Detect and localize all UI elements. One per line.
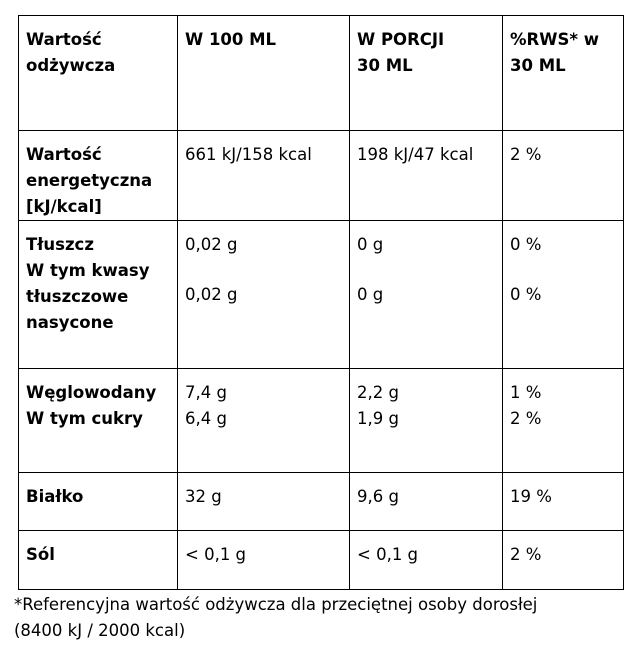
row-label-line: Sól: [26, 545, 55, 564]
row-label-line: nasycone: [26, 313, 114, 332]
cell-value: 6,4 g: [185, 409, 227, 428]
header-per-portion-line: W PORCJI: [357, 30, 445, 49]
cell-value: < 0,1 g: [185, 545, 247, 564]
spacer: [510, 258, 617, 282]
row-label-line: W tym kwasy: [26, 261, 150, 280]
fat-rws: [503, 221, 624, 369]
header-nutrient: [19, 16, 178, 131]
carbs-rws: [503, 369, 624, 473]
row-label-fat: [19, 221, 178, 369]
cell-value: 7,4 g: [185, 383, 227, 402]
header-per-portion-line: 30 ML: [357, 56, 413, 75]
row-label-salt: [19, 531, 178, 590]
footnote: [14, 592, 634, 644]
row-label-line: W tym cukry: [26, 409, 143, 428]
cell-value: 19 %: [510, 487, 552, 506]
table-row-salt: [19, 531, 624, 590]
cell-value: 198 kJ/47 kcal: [357, 145, 474, 164]
row-label-line: Węglowodany: [26, 383, 157, 402]
cell-value: 2 %: [510, 145, 542, 164]
carbs-per-portion: [350, 369, 503, 473]
cell-value: 9,6 g: [357, 487, 399, 506]
header-nutrient-line: Wartość: [26, 30, 102, 49]
cell-value: 0,02 g: [185, 285, 238, 304]
header-rws-line: %RWS* w: [510, 30, 599, 49]
header-rws-line: 30 ML: [510, 56, 566, 75]
header-per-portion: [350, 16, 503, 131]
protein-per-portion: [350, 473, 503, 531]
spacer: [185, 258, 343, 282]
protein-rws: [503, 473, 624, 531]
cell-value: 0,02 g: [185, 235, 238, 254]
cell-value: 661 kJ/158 kcal: [185, 145, 312, 164]
header-row: [19, 16, 624, 131]
row-label-line: [kJ/kcal]: [26, 197, 102, 216]
cell-value: 0 g: [357, 235, 384, 254]
table-row-energy: [19, 131, 624, 221]
cell-value: < 0,1 g: [357, 545, 419, 564]
table-row-fat: [19, 221, 624, 369]
row-label-energy: [19, 131, 178, 221]
fat-per-100ml: [178, 221, 350, 369]
row-label-carbohydrates: [19, 369, 178, 473]
fat-per-portion: [350, 221, 503, 369]
cell-value: 0 %: [510, 235, 542, 254]
header-rws: [503, 16, 624, 131]
footnote-line: (8400 kJ / 2000 kcal): [14, 621, 186, 640]
row-label-protein: [19, 473, 178, 531]
table-row-carbohydrates: [19, 369, 624, 473]
energy-rws: [503, 131, 624, 221]
row-label-line: tłuszczowe: [26, 287, 129, 306]
cell-value: 2 %: [510, 409, 542, 428]
header-nutrient-line: odżywcza: [26, 56, 116, 75]
energy-per-100ml: [178, 131, 350, 221]
header-per-100ml: [178, 16, 350, 131]
header-per-100ml-line: W 100 ML: [185, 30, 277, 49]
cell-value: 2 %: [510, 545, 542, 564]
spacer: [357, 258, 496, 282]
cell-value: 2,2 g: [357, 383, 399, 402]
cell-value: 1,9 g: [357, 409, 399, 428]
table-row-protein: [19, 473, 624, 531]
nutrition-table: [18, 15, 624, 590]
row-label-line: Tłuszcz: [26, 235, 94, 254]
salt-per-100ml: [178, 531, 350, 590]
cell-value: 1 %: [510, 383, 542, 402]
energy-per-portion: [350, 131, 503, 221]
cell-value: 32 g: [185, 487, 222, 506]
salt-rws: [503, 531, 624, 590]
protein-per-100ml: [178, 473, 350, 531]
carbs-per-100ml: [178, 369, 350, 473]
row-label-line: Wartość: [26, 145, 102, 164]
row-label-line: Białko: [26, 487, 84, 506]
footnote-line: *Referencyjna wartość odżywcza dla przeciętnej osoby dorosłej: [14, 595, 538, 614]
cell-value: 0 g: [357, 285, 384, 304]
salt-per-portion: [350, 531, 503, 590]
cell-value: 0 %: [510, 285, 542, 304]
row-label-line: energetyczna: [26, 171, 153, 190]
